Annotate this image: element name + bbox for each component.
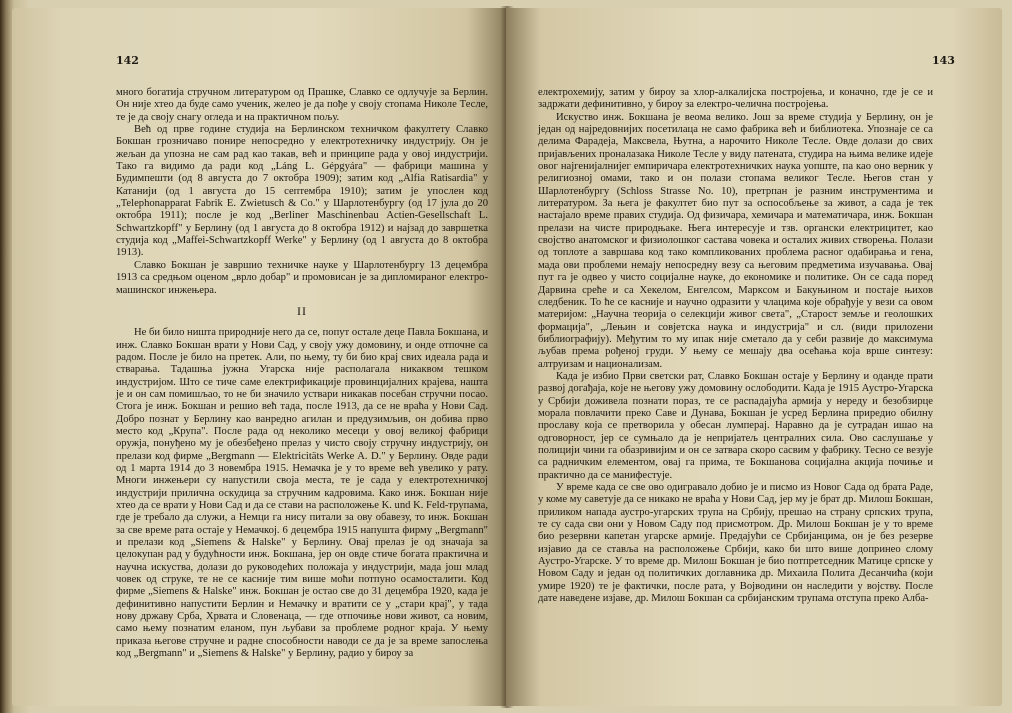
paragraph: Искуство инж. Бокшана је веома велико. Још за време студија у Берлину, он је један од најредовнијих посетилаца не само фабрика већ и библиотека. Упознаје се са делима Фарадеја, Максвела, Њутна, а нарочито Николе Тесле. Овде долази до свих пријављених проналазака Николе Тесле у виду патената, студира на њима велике идеје овог најгенијалнијег емпиричара електротехничких наука уопште, па као оно верник у религиозној омами, тако и он полази стопама великог Тесле. Његов стан у Шарлотенбургу (Schloss Strasse No. 10), претрпан је разним инструментима и литературом. За њега је факултет био пут за оспособљење за живот, а сада је тек настајало време правих студија. Од физичара, хемичара и математичара, инж. Бокшан прелази на чисте природњаке. Њега интересује и тзв. органски електрицитет, као својство анатомског и физиолошког састава човека и осталих живих створења. Полази од топлоте а завршава код тако компликованих проблема расног одабирања и гена, мада ови проблеми немају непосредну везу са његовим предметима изучавања. Овај пут га је одвео у чисто социјалне науке, до економике и политике. Он се сада поред Дарвина среће и са Хекелом, Енгелсом, Марксом и Бакуњином и постаје њихов следбеник. То ће се касније и научно одразити у члацима које обрађује у вези са овом материјом: „Научна теорија о селекцији живог света", „Старост земље и геолошких формација", „Лењин и совјетска наука и индустрија" и сл. (види прилоzeни библиографију). Међутим то му ипак није сметало да у себи развије до максимума љубав према рођеној груди. У њему се мешају два осећања која врше синтезу: алтруизам и национализам. [538, 111, 933, 370]
paragraph: много богатија стручном литературом од Прашке, Славко се одлучује за Берлин. Он није хтео да буде само ученик, желео је да пође у своју стопама Николе Тесле, те је да своју снагу огледа и на практичном пољу. [116, 87, 488, 123]
paragraph: Када је избио Први светски рат, Славко Бокшан остаје у Берлину и оданде прати развој догађаја, које не његову ужу домовину ослободити. Када је 1915 Аустро-Угарска у Србији доживела познати пораз, те се распадајућа армија у нереду и безобзирце морала повлачити преко Саве и Дунава, Бокшан је усред Берлина приредио обилну прославу која се претворила у обесан лумперај. Наравно да је сутрадан ишао на одговорност, јер се сумњало да је непријатељ централних сила. Ово саслушање у полицији чини га обазривијим и он се затвара скоро сасвим у фабрику. Тесно се везује са радничким елементом, овај га прима, те Бокшанова социјална акција почиње и практично да се манифестује. [538, 370, 933, 481]
paragraph: Не би било ништа природније него да се, попут осталe деце Павла Бокшана, и инж. Славко Бокшан врати у Нови Сад, у своју ужу домовину, и онде отпочне са радом. После је било на претек. Али, по њему, ту би био крај свих идеала рада и стварања. Тадашња јужна Угарска није располагала никаквом тешком индустријом. Што се тиче саме електрификације провинцијалних крајева, наштa је и он сам помишљао, то не би значило уствари никакав посебан стручни посао. Стога је инж. Бокшан и решио већ тада, после 1913, да се не враћа у Нови Сад. Добро познат у Берлину као ванредно агилан и предузимљив, он добива прво место код „Крупа". После рада од неколико месеци у овој великој фабрици оружја, понуђено му је обезбеђено прелаз у чисто своју стручну индустрију, он прелази код фирме „Bergmann — Elektricitäts Werke A. D." у Берлину. Овде ради од 1 марта 1914 до 3 новембра 1915. Немачка је у то време већ увелико у рату. Многи инжењери су напустили своја места, те је сада у електротехничкој индустрији прилична оскудица за стручним кадровима. Како инж. Бокшан није хтео да се врати у Нови Сад и да се стави на расположење K. und K. Feld-трупама, где је требало да служи, а Немци га нису питали за ову обавезу, то инж. Бокшан за све време рата остаје у Немачкој. 6 децембра 1915 напушта фирму „Bergmann" и прелази код „Siemens & Halske" у Берлину. Овај прелаз је од значаја за целокупан рад у будућности инж. Бокшана, јер он овде стиче богата практична и научна искуства, долази до руководећих положаја у индустрији, мада још млад човек од струке, те не се касније тим више моћи потпуно осамосталити. Код фирме „Siemens & Halske" инж. Бокшан је остао све до 31 децембра 1920, када је дефинитивно напустити Берлин и Немачку и вратити се у „стари крај", у тада нову државу Срба, Хрвата и Словенаца, — где отпочиње нови живот, са новим, само њему познатим еланом, пун љубави за проблеме родног краја. У њему приказа његове стручне и радне способности наводи се да је за време запослења код „Bergmann" и „Siemens & Halske" у Берлину, радио у бироу за [116, 327, 488, 660]
page-body [538, 87, 933, 605]
paragraph: Славко Бокшан је завршио техничке науке у Шарлотенбургу 13 децембра 1913 са средњом оценом „врло добар" и промовисан је за дипломираног електро-машинског инжењера. [116, 259, 488, 296]
paragraph: У време када се све ово одигравало добио је и писмо из Новог Сада од брата Раде, у коме му саветује да се никако не враћа у Нови Сад, јер му је брат др. Милош Бокшан, приликом напада аустро-угарских трупа на Србију, прешао на страну српских трупа, те су сада сви они у Новом Саду под присмотром. Др. Милош Бокшан је у то време био резервни капетан угарске армије. Предајући се Србијанцима, он је без резерве изјавио да се ставља на расположење Србији, како би што више допринео слому Аустро-Угарске. У то време др. Милош Бокшан је био потпретседник Матице српске у Новом Саду и један од политичких доглавника др. Михаила Полита Десанчића (који умире 1920) те је фактички, после рата, у Војводини он наследити у војству. После дате наведене изјаве, др. Милош Бокшан са србијанским трупама отступа преко Албa- [538, 482, 933, 605]
page-number: 143 [932, 54, 955, 67]
paragraph: електрохемију, затим у бироу за хлор-алкалијска постројења, и коначно, где је се и задржати дефинитивно, у бироу за електро-челична постројења. [538, 87, 933, 111]
paragraph: Већ од прве године студија на Берлинском техничком факултету Славко Бокшан грозничаво понире непосредно у електротехничку индустрију. Он је жељан да упозна не сам рад као такав, већ и принципе рада у овој индустрији. Тако га видимо да ради код „Láng L. Gépgyára" — фабрици машина у Будимпешти (од 8 августа до 7 октобра 1909); затим код „Alfia Ratisardia" у Катанији (од 1 августа до 15 септембра 1910); затим је упослен код „Telephonapparat Fabrik E. Zwietusch & Co." у Шарлотенбургу (од 17 јула до 20 октобра 1911); после је код „Berliner Maschinenbau Actien-Gesellschaft L. Schwartzkopff" у Берлину (од 1 августа до 8 октобра 1912) и најзад до завршетка студија код „Maffei-Schwartzkopff Werke" у Берлину (од 1 августа до 8 октобра 1913). [116, 124, 488, 259]
section-heading: II [297, 303, 307, 318]
right-page [506, 8, 1002, 706]
left-page [12, 8, 506, 706]
page-body [116, 87, 488, 660]
page-number: 142 [116, 54, 139, 67]
